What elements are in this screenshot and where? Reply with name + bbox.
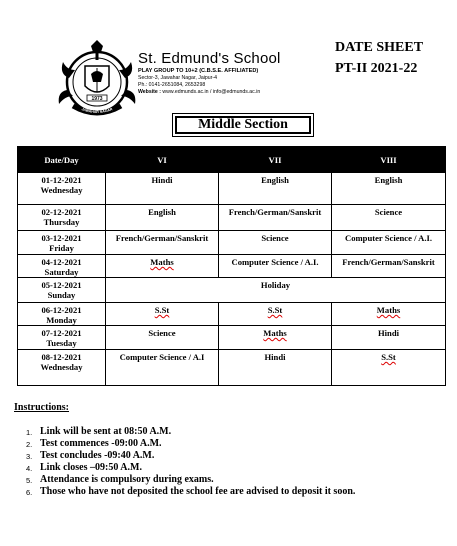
day-text: Sunday <box>47 290 76 300</box>
list-number: 2. <box>26 440 33 449</box>
subject-text: S.St <box>381 352 396 362</box>
section-label: Middle Section <box>175 116 311 134</box>
subject-cell: Computer Science / A.I <box>106 350 219 386</box>
date-sheet-table <box>17 146 446 386</box>
day-text: Friday <box>49 243 74 253</box>
list-number: 5. <box>26 476 33 485</box>
day-text: Wednesday <box>40 362 83 372</box>
table-row <box>18 231 446 255</box>
crest-year: 1973 <box>91 96 103 102</box>
instructions-heading: Instructions: <box>14 402 70 413</box>
list-item <box>26 450 450 462</box>
website-label: Website : <box>138 89 161 95</box>
title-line-2: PT-II 2021-22 <box>335 61 418 76</box>
instruction-text: Link closes –09:50 A.M. <box>40 462 142 473</box>
school-address: Sector-3, Jawahar Nagar, Jaipur-4 <box>138 75 218 81</box>
subject-cell: Science <box>332 205 446 231</box>
school-info <box>138 50 338 96</box>
school-name: St. Edmund's School <box>138 50 281 67</box>
day-text: Monday <box>46 315 77 325</box>
date-text: 01-12-2021 <box>41 175 82 185</box>
school-phone: Ph.: 0141-2651084, 2653298 <box>138 82 206 88</box>
list-item <box>26 426 450 438</box>
instruction-text: Test commences -09:00 A.M. <box>40 438 162 449</box>
school-crest-icon <box>57 40 137 120</box>
instruction-text: Attendance is compulsory during exams. <box>40 474 214 485</box>
subject-cell: English <box>332 173 446 205</box>
list-item <box>26 462 450 474</box>
date-cell <box>18 326 106 350</box>
title-line-1: DATE SHEET <box>335 40 424 55</box>
date-text: 08-12-2021 <box>41 352 82 362</box>
subject-cell: Science <box>219 231 332 255</box>
subject-cell <box>332 303 446 326</box>
subject-cell: English <box>219 173 332 205</box>
instruction-text: Test concludes -09:40 A.M. <box>40 450 155 461</box>
column-header: VIII <box>332 147 446 173</box>
date-cell <box>18 231 106 255</box>
subject-cell: Hindi <box>219 350 332 386</box>
table-row <box>18 255 446 278</box>
subject-cell: Science <box>106 326 219 350</box>
date-text: 06-12-2021 <box>41 305 82 315</box>
subject-cell: Computer Science / A.I. <box>332 231 446 255</box>
table-row <box>18 278 446 303</box>
subject-cell: Hindi <box>106 173 219 205</box>
subject-cell <box>106 303 219 326</box>
column-header: Date/Day <box>18 147 106 173</box>
table-row <box>18 326 446 350</box>
date-cell <box>18 278 106 303</box>
subject-cell: Hindi <box>332 326 446 350</box>
subject-cell <box>332 350 446 386</box>
column-header: VI <box>106 147 219 173</box>
subject-cell: French/German/Sanskrit <box>332 255 446 278</box>
school-affiliation: PLAY GROUP TO 10+2 (C.B.S.E. AFFILIATED) <box>138 68 259 74</box>
date-cell <box>18 350 106 386</box>
section-label-box <box>172 113 314 137</box>
website-value: www.edmunds.ac.in / info@edmunds.ac.in <box>162 89 261 95</box>
subject-cell: French/German/Sanskrit <box>106 231 219 255</box>
list-number: 1. <box>26 428 33 437</box>
instruction-text: Those who have not deposited the school fee are advised to deposit it soon. <box>40 486 356 497</box>
date-text: 03-12-2021 <box>41 233 82 243</box>
date-cell <box>18 303 106 326</box>
subject-text: S.St <box>154 305 170 315</box>
list-item <box>26 438 450 450</box>
table-row <box>18 350 446 386</box>
instruction-text: Link will be sent at 08:50 A.M. <box>40 426 172 437</box>
subject-cell <box>106 255 219 278</box>
holiday-cell: Holiday <box>106 278 446 303</box>
date-cell <box>18 205 106 231</box>
day-text: Tuesday <box>46 338 77 348</box>
list-item <box>26 486 450 498</box>
day-text: Thursday <box>43 217 80 227</box>
list-number: 4. <box>26 464 33 473</box>
table-header-row <box>18 147 446 173</box>
subject-text: Maths <box>150 257 174 267</box>
date-text: 05-12-2021 <box>41 280 82 290</box>
crest-text: JAWAHAR NAGAR <box>80 107 114 115</box>
table-row <box>18 205 446 231</box>
date-text: 02-12-2021 <box>41 207 82 217</box>
date-text: 07-12-2021 <box>41 328 82 338</box>
list-number: 3. <box>26 452 33 461</box>
subject-text: Maths <box>263 328 287 338</box>
date-sheet-title <box>335 37 450 79</box>
subject-cell: English <box>106 205 219 231</box>
date-cell <box>18 173 106 205</box>
column-header: VII <box>219 147 332 173</box>
table-row <box>18 173 446 205</box>
subject-text: S.St <box>267 305 283 315</box>
table-row <box>18 303 446 326</box>
subject-cell <box>219 326 332 350</box>
list-item <box>26 474 450 486</box>
subject-cell <box>219 303 332 326</box>
date-text: 04-12-2021 <box>41 257 82 267</box>
subject-cell: Computer Science / A.I. <box>219 255 332 278</box>
instructions-list <box>26 426 450 498</box>
day-text: Saturday <box>44 267 79 277</box>
date-cell <box>18 255 106 278</box>
list-number: 6. <box>26 488 33 497</box>
subject-text: Maths <box>376 305 401 315</box>
school-website <box>138 89 338 96</box>
day-text: Wednesday <box>40 185 83 195</box>
subject-cell: French/German/Sanskrit <box>219 205 332 231</box>
